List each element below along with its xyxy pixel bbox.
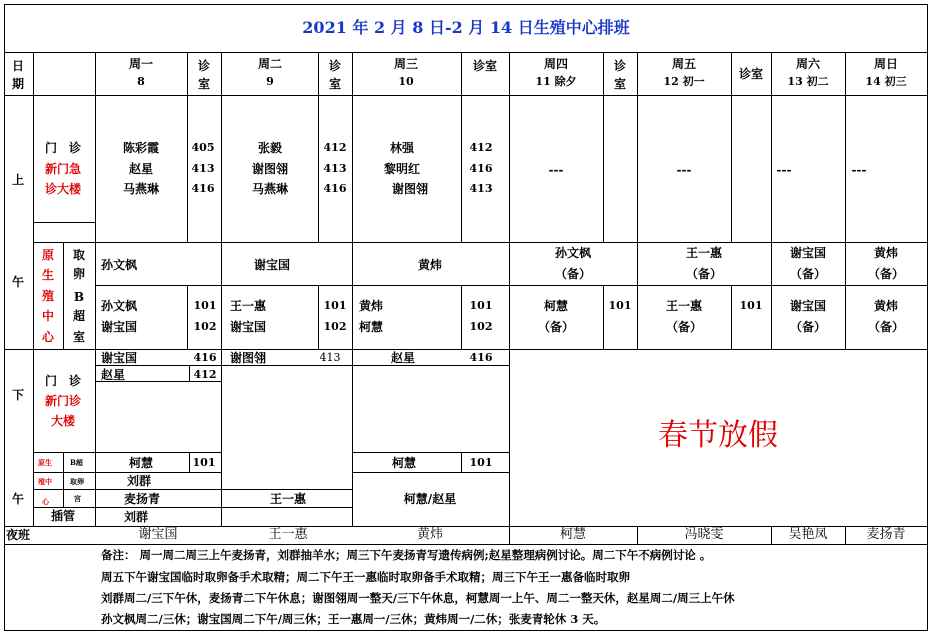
doctor-name: 黄炜 [359, 299, 384, 313]
header-room: 诊室 [472, 59, 498, 73]
room-number: 101 [193, 299, 217, 312]
line [352, 52, 353, 527]
backup-tag: （备） [867, 320, 905, 334]
note-line: 备注： 周一周二周三上午麦扬青，刘群抽羊水；周三下午麦扬青写遗传病例;赵星整理病例讨论。周二下午不病例讨论 。 [101, 548, 712, 562]
night-doctor: 吴艳凤 [788, 527, 828, 542]
line [731, 285, 732, 350]
section-clinic-building: 大楼 [50, 414, 76, 428]
line [4, 544, 928, 545]
night-doctor: 黄炜 [416, 527, 444, 542]
night-doctor: 王一惠 [268, 527, 308, 542]
doctor-name: 刘群 [124, 510, 149, 524]
room-number: 413 [323, 162, 347, 175]
period-pm: 午 [11, 492, 25, 506]
doctor-name: 赵星 [391, 351, 416, 365]
backup-tag: （备） [537, 320, 575, 334]
doctor-name: 黄炜 [417, 258, 443, 272]
line [771, 52, 772, 350]
line [603, 52, 604, 243]
backup-tag: （备） [554, 267, 592, 281]
line [352, 472, 510, 473]
doctor-name: 谢图翎 [230, 351, 267, 365]
room-number: 101 [469, 456, 493, 469]
header-room: 室 [197, 77, 211, 91]
line [4, 52, 928, 53]
line [461, 452, 462, 473]
room-number: 416 [191, 182, 215, 195]
line [33, 95, 34, 527]
doctor-name: 谢宝国 [101, 320, 138, 334]
line [637, 52, 638, 350]
room-number: 412 [193, 368, 217, 381]
section-center-tiny-label: 心 [42, 497, 49, 506]
header-room: 诊 [328, 59, 342, 73]
night-doctor: 谢宝国 [138, 527, 178, 542]
section-clinic-building: 新门诊 [44, 394, 82, 408]
line [352, 452, 510, 453]
section-center-label: 生 [41, 268, 55, 282]
line [318, 52, 319, 243]
line [189, 365, 190, 382]
night-doctor: 冯晓雯 [684, 527, 724, 542]
line [221, 52, 222, 527]
line [461, 285, 462, 350]
room-number: 101 [608, 299, 632, 312]
line [4, 4, 5, 631]
line [4, 349, 928, 350]
note-line: 周五下午谢宝国临时取卵备手术取精；周二下午王一惠临时取卵备手术取精；周三下午王一惠备临时取卵 [101, 570, 630, 584]
line [461, 52, 462, 243]
section-egg-label: 卵 [72, 267, 86, 281]
line [731, 52, 732, 243]
night-doctor: 柯慧 [559, 527, 587, 542]
line [637, 526, 638, 545]
line [509, 52, 510, 544]
line [4, 95, 928, 96]
header-sunday-date: 14 初三 [865, 75, 907, 88]
header-room: 室 [613, 77, 627, 91]
header-sunday: 周日 [873, 57, 899, 71]
line [845, 526, 846, 545]
doctor-name: 马燕琳 [122, 182, 160, 196]
doctor-name: 孙文枫 [101, 258, 138, 272]
room-number: 102 [193, 320, 217, 333]
section-center-label: 中 [41, 309, 55, 323]
period-am: 上 [11, 173, 25, 187]
room-number: 416 [193, 351, 217, 364]
doctor-name: 张毅 [257, 141, 283, 155]
section-center-tiny-label: 原生 [38, 458, 52, 467]
doctor-name: 王一惠 [269, 492, 307, 506]
line [95, 285, 928, 286]
header-tuesday-date: 9 [266, 75, 274, 88]
section-bus-label: 超 [72, 309, 86, 323]
note-line: 刘群周二/三下午休，麦扬青二下午休息；谢图翎周一整天/三下午休息，柯慧周一上午、周二一整天休，赵星周二/周三上午休 [101, 591, 735, 605]
empty-dash: --- [851, 163, 867, 177]
section-clinic-building: 新门急 [44, 162, 82, 176]
header-date-label: 日 [11, 59, 25, 73]
doctor-name: 黄炜 [873, 299, 899, 313]
line [95, 95, 96, 527]
line [33, 222, 95, 223]
backup-tag: （备） [789, 267, 827, 281]
section-center-label: 殖 [41, 289, 55, 303]
room-number: 416 [469, 162, 493, 175]
empty-dash: --- [548, 163, 564, 177]
doctor-name: 柯慧 [543, 299, 569, 313]
header-monday: 周一 [128, 57, 154, 71]
header-thursday: 周四 [543, 57, 569, 71]
room-number: 416 [469, 351, 493, 364]
backup-tag: （备） [867, 267, 905, 281]
section-egg-label: 取 [72, 248, 86, 262]
room-number: 412 [469, 141, 493, 154]
doctor-name: 黄炜 [873, 246, 899, 260]
header-saturday: 周六 [795, 57, 821, 71]
doctor-name: 赵星 [128, 162, 154, 176]
doctor-name: 孙文枫 [554, 246, 592, 260]
header-tuesday: 周二 [257, 57, 283, 71]
line [95, 365, 510, 366]
header-monday-date: 8 [137, 75, 145, 88]
backup-tag: （备） [685, 267, 723, 281]
line [927, 4, 928, 631]
doctor-name: 王一惠 [665, 299, 703, 313]
line [33, 507, 353, 508]
doctor-name: 谢图翎 [391, 182, 429, 196]
room-number: 101 [469, 299, 493, 312]
doctor-name: 谢宝国 [230, 320, 267, 334]
header-friday: 周五 [671, 57, 697, 71]
holiday-banner: 春节放假 [658, 418, 778, 453]
room-number: 101 [739, 299, 763, 312]
line [187, 285, 188, 350]
section-clinic-label: 门 诊 [44, 141, 82, 155]
doctor-name: 马燕琳 [251, 182, 289, 196]
section-clinic-building: 诊大楼 [44, 182, 82, 196]
note-line: 孙文枫周二/三休；谢宝国周二下午/周三休；王一惠周一/三休；黄炜周一/二休；张麦青轮休 3 天。 [101, 612, 606, 626]
doctor-name: 林强 [389, 141, 415, 155]
section-center-label: 原 [41, 248, 55, 262]
section-bus-label: 室 [72, 330, 86, 344]
doctor-name: 柯慧 [128, 456, 154, 470]
line [33, 242, 928, 243]
line [33, 472, 222, 473]
doctor-name: 柯慧 [359, 320, 384, 334]
line [4, 4, 928, 5]
room-number: 102 [469, 320, 493, 333]
section-intubation-label: 插管 [50, 509, 76, 523]
line [771, 526, 772, 545]
doctor-name: 王一惠 [685, 246, 723, 260]
doctor-name: 陈彩霞 [122, 141, 160, 155]
room-number: 412 [323, 141, 347, 154]
header-room: 诊室 [738, 67, 764, 81]
doctor-name: 柯慧/赵星 [403, 492, 457, 506]
period-am: 午 [11, 275, 25, 289]
line [845, 52, 846, 350]
section-tiny-label: 宫 [74, 494, 81, 503]
doctor-name: 黎明红 [383, 162, 421, 176]
line [33, 489, 353, 490]
header-room: 诊 [613, 59, 627, 73]
section-night-label: 夜班 [5, 528, 31, 542]
line [95, 52, 96, 96]
header-saturday-date: 13 初二 [787, 75, 829, 88]
backup-tag: （备） [665, 320, 703, 334]
room-number: 405 [191, 141, 215, 154]
doctor-name: 谢宝国 [253, 258, 291, 272]
section-tiny-label: B超 [70, 458, 83, 467]
line [187, 52, 188, 243]
room-number: 416 [323, 182, 347, 195]
section-tiny-label: 取卵 [70, 477, 84, 486]
page-title: 2021 年 2 月 8 日-2 月 14 日生殖中心排班 [302, 18, 630, 37]
period-pm: 下 [11, 388, 25, 402]
room-number: 102 [323, 320, 347, 333]
line [33, 452, 222, 453]
doctor-name: 谢宝国 [789, 246, 827, 260]
line [63, 242, 64, 350]
header-wednesday-date: 10 [398, 75, 414, 88]
doctor-name: 柯慧 [391, 456, 417, 470]
doctor-name: 谢宝国 [789, 299, 827, 313]
header-room: 室 [328, 77, 342, 91]
doctor-name: 刘群 [127, 474, 152, 488]
doctor-name: 谢宝国 [101, 351, 138, 365]
header-date-label: 期 [11, 77, 25, 91]
doctor-name: 赵星 [101, 368, 126, 382]
header-wednesday: 周三 [393, 57, 419, 71]
header-friday-date: 12 初一 [663, 75, 705, 88]
room-number: 101 [192, 456, 216, 469]
header-room: 诊 [197, 59, 211, 73]
line [603, 285, 604, 350]
empty-dash: --- [676, 163, 692, 177]
doctor-name: 王一惠 [230, 299, 267, 313]
line [189, 452, 190, 472]
line [318, 285, 319, 350]
section-center-tiny-label: 殖中 [38, 477, 52, 486]
line [4, 630, 928, 631]
room-number: 413 [469, 182, 493, 195]
night-doctor: 麦扬青 [866, 527, 906, 542]
room-number: 413 [319, 351, 341, 364]
section-center-label: 心 [41, 330, 55, 344]
header-thursday-date: 11 除夕 [535, 75, 577, 88]
doctor-name: 谢图翎 [251, 162, 289, 176]
backup-tag: （备） [789, 320, 827, 334]
section-bus-label: B [73, 290, 85, 304]
doctor-name: 麦扬青 [124, 492, 161, 506]
room-number: 101 [323, 299, 347, 312]
doctor-name: 孙文枫 [101, 299, 138, 313]
room-number: 413 [191, 162, 215, 175]
line [63, 452, 64, 507]
line [33, 52, 34, 96]
empty-dash: --- [776, 163, 792, 177]
section-clinic-label: 门 诊 [44, 374, 82, 388]
